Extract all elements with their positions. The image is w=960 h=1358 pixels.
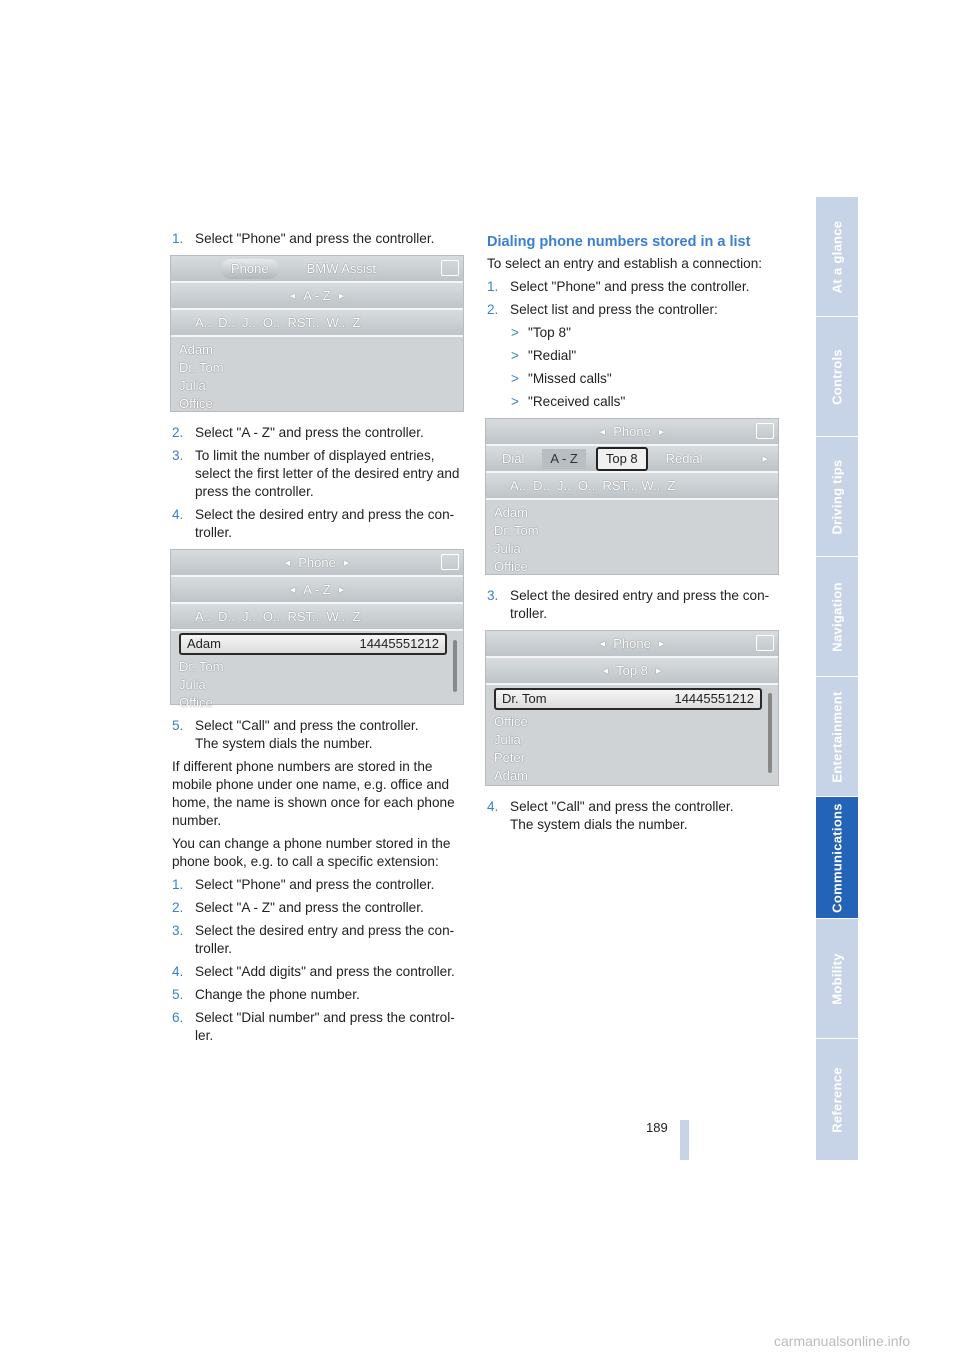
step-b4 — [172, 963, 467, 981]
arrow-left-icon: ◂ — [599, 637, 606, 650]
screen-header — [486, 419, 778, 446]
step-number: 5. — [172, 718, 184, 733]
letters: A.. D.. J.. O.. RST.. W.. Z — [195, 314, 361, 330]
list-option — [487, 370, 782, 388]
arrow-right-icon: ▸ — [658, 425, 665, 438]
step-text: Change the phone number. — [195, 987, 360, 1002]
step-r2 — [487, 301, 782, 319]
sort-row — [171, 577, 463, 604]
step-r4 — [487, 798, 782, 834]
sidebar-tab-controls[interactable]: Controls — [816, 317, 858, 437]
step-b1 — [172, 876, 467, 894]
list-item: Office — [179, 695, 213, 710]
tab-redial: Redial — [665, 450, 703, 466]
step-number: 3. — [172, 448, 184, 463]
letters-row — [171, 310, 463, 337]
options-icon — [756, 635, 774, 651]
sidebar-tab-navigation[interactable]: Navigation — [816, 557, 858, 677]
screenshot-phone-menu — [170, 255, 464, 412]
bmw-assist-tab: BMW Assist — [306, 260, 376, 276]
page-number: 189 — [646, 1120, 668, 1135]
chapter-sidebar — [816, 197, 858, 1160]
selected-name: Adam — [187, 636, 221, 651]
options-icon — [441, 554, 459, 570]
step-continuation: The system dials the number. — [510, 817, 688, 832]
step-number: 4. — [172, 964, 184, 979]
step-r1 — [487, 278, 782, 296]
screenshot-a-z-list — [170, 549, 464, 710]
arrow-right-icon: ▸ — [658, 637, 665, 650]
arrow-right-icon: ▸ — [343, 556, 350, 569]
option-text: "Missed calls" — [528, 371, 612, 386]
step-b6 — [172, 1009, 467, 1045]
list-item: Adam — [494, 505, 528, 520]
step-a3 — [172, 447, 467, 501]
sort-label: A - Z — [303, 287, 331, 303]
letters-row — [171, 604, 463, 631]
sidebar-tab-mobility[interactable]: Mobility — [816, 919, 858, 1039]
bullet-marker: > — [511, 325, 519, 340]
step-continuation: The system dials the number. — [195, 736, 373, 751]
step-number: 2. — [487, 302, 499, 317]
screen-header — [171, 550, 463, 577]
screenshot-top-8 — [485, 630, 779, 786]
entry-list — [171, 337, 463, 421]
step-text: Select "Dial number" and press the control-ler. — [195, 1010, 455, 1043]
options-icon — [441, 260, 459, 276]
letters: A.. D.. J.. O.. RST.. W.. Z — [510, 477, 676, 493]
step-number: 2. — [172, 425, 184, 440]
list-item: Adam — [494, 768, 528, 783]
watermark: carmanualsonline.info — [774, 1333, 911, 1349]
tab-dial: Dial — [502, 450, 525, 466]
entry-list — [171, 631, 463, 720]
arrow-left-icon: ◂ — [289, 583, 296, 596]
arrow-left-icon: ◂ — [599, 425, 606, 438]
sort-row — [171, 283, 463, 310]
step-text: Select "Phone" and press the controller. — [510, 279, 750, 294]
step-b5 — [172, 986, 467, 1004]
sort-label: A - Z — [303, 581, 331, 597]
tab-top-8: Top 8 — [596, 447, 648, 471]
list-item: Peter — [494, 750, 526, 765]
list-item: Dr. Tom — [179, 360, 224, 375]
phone-tab: Phone — [221, 259, 279, 279]
selected-name: Dr. Tom — [502, 691, 547, 706]
step-b3 — [172, 922, 467, 958]
arrow-left-icon: ◂ — [289, 289, 296, 302]
list-item: Julia — [494, 541, 521, 556]
selected-number: 14445551212 — [359, 636, 439, 651]
option-text: "Redial" — [528, 348, 577, 363]
arrow-left-icon: ◂ — [284, 556, 291, 569]
list-item: Julia — [494, 732, 521, 747]
step-number: 3. — [487, 588, 499, 603]
bullet-marker: > — [511, 394, 519, 409]
list-item: Julia — [179, 378, 206, 393]
tab-row — [486, 446, 778, 473]
sidebar-tab-at-a-glance[interactable]: At a glance — [816, 197, 858, 317]
option-text: "Top 8" — [528, 325, 571, 340]
step-text: Select the desired entry and press the con-troller. — [510, 588, 770, 621]
step-number: 5. — [172, 987, 184, 1002]
selected-entry — [179, 633, 447, 655]
entry-list — [486, 685, 778, 793]
list-item: Adam — [179, 342, 213, 357]
entry-list — [486, 500, 778, 584]
step-r3 — [487, 587, 782, 623]
intro-text: To select an entry and establish a connection: — [487, 256, 763, 271]
section-heading: Dialing phone numbers stored in a list — [487, 234, 751, 250]
selected-entry — [494, 688, 762, 710]
screen-header — [171, 256, 463, 283]
sidebar-tab-reference[interactable]: Reference — [816, 1039, 858, 1161]
step-text: Select "Call" and press the controller. — [195, 718, 419, 733]
tab-a-z: A - Z — [542, 449, 585, 469]
screen-title: Phone — [613, 423, 651, 439]
options-icon — [756, 423, 774, 439]
selected-number: 14445551212 — [674, 691, 754, 706]
step-text: Select "Phone" and press the controller. — [195, 877, 435, 892]
step-number: 1. — [172, 877, 184, 892]
list-item: Office — [494, 714, 528, 729]
step-text: Select "Call" and press the controller. — [510, 799, 734, 814]
sidebar-tab-communications[interactable]: Communications — [816, 797, 858, 919]
list-item: Dr. Tom — [179, 659, 224, 674]
left-column — [172, 230, 467, 1050]
list-option — [487, 347, 782, 365]
step-number: 4. — [172, 507, 184, 522]
screen-header — [486, 631, 778, 658]
list-option — [487, 393, 782, 411]
step-a2 — [172, 424, 467, 442]
list-item: Dr. Tom — [494, 523, 539, 538]
sidebar-tab-entertainment[interactable]: Entertainment — [816, 677, 858, 797]
right-column — [487, 230, 782, 839]
step-number: 1. — [172, 231, 184, 246]
step-text: Select "Phone" and press the controller. — [195, 231, 435, 246]
step-text: Select list and press the controller: — [510, 302, 718, 317]
sort-label: Top 8 — [616, 662, 648, 678]
step-a4 — [172, 506, 467, 542]
list-item: Julia — [179, 677, 206, 692]
option-text: "Received calls" — [528, 394, 626, 409]
screen-title: Phone — [613, 635, 651, 651]
step-text: To limit the number of displayed entries, select the first letter of the desired entry and press the controller. — [195, 448, 460, 499]
list-item: Office — [179, 396, 213, 411]
step-text: Select the desired entry and press the con-troller. — [195, 923, 455, 956]
step-text: Select "A - Z" and press the controller. — [195, 900, 424, 915]
screenshot-list-tabs — [485, 418, 779, 575]
step-number: 2. — [172, 900, 184, 915]
page-marker-bar — [680, 1120, 689, 1160]
list-option — [487, 324, 782, 342]
list-item: Office — [494, 559, 528, 574]
step-number: 3. — [172, 923, 184, 938]
screen-title: Phone — [298, 554, 336, 570]
step-text: Select "Add digits" and press the controller. — [195, 964, 455, 979]
bullet-marker: > — [511, 371, 519, 386]
step-b2 — [172, 899, 467, 917]
sort-row — [486, 658, 778, 685]
arrow-right-icon: ▸ — [338, 289, 345, 302]
arrow-right-icon: ▸ — [338, 583, 345, 596]
step-a1 — [172, 230, 467, 248]
bullet-marker: > — [511, 348, 519, 363]
step-a5 — [172, 717, 467, 753]
paragraph: If different phone numbers are stored in the mobile phone under one name, e.g. office and home, the name is shown once for each phone number. — [172, 759, 455, 828]
letters: A.. D.. J.. O.. RST.. W.. Z — [195, 608, 361, 624]
letters-row — [486, 473, 778, 500]
arrow-right-icon: ▸ — [655, 664, 662, 677]
sidebar-tab-driving-tips[interactable]: Driving tips — [816, 437, 858, 557]
scrollbar — [453, 640, 457, 692]
arrow-left-icon: ◂ — [602, 664, 609, 677]
step-number: 4. — [487, 799, 499, 814]
step-text: Select "A - Z" and press the controller. — [195, 425, 424, 440]
step-number: 6. — [172, 1010, 184, 1025]
step-number: 1. — [487, 279, 499, 294]
scrollbar — [768, 693, 772, 773]
arrow-right-icon: ▸ — [762, 452, 768, 465]
step-text: Select the desired entry and press the con-troller. — [195, 507, 455, 540]
paragraph: You can change a phone number stored in the phone book, e.g. to call a specific extension: — [172, 836, 451, 869]
